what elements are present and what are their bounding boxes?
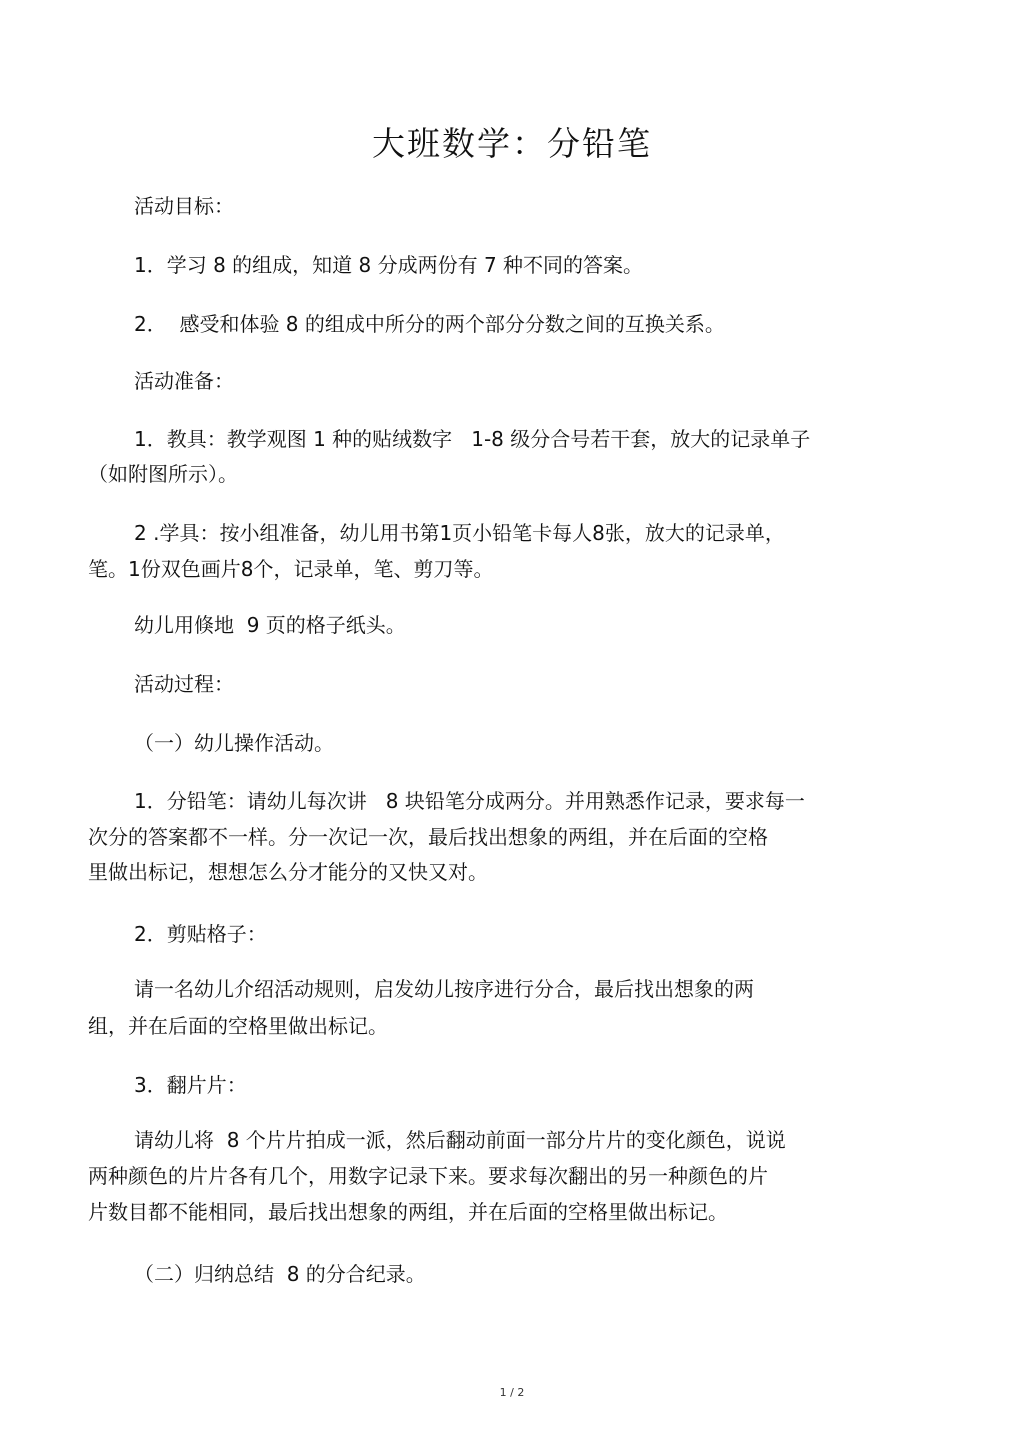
step-2-line-2: 组，并在后面的空格里做出标记。 bbox=[88, 1014, 388, 1038]
page-title: 大班数学：分铅笔 bbox=[372, 124, 652, 163]
step-3-line-2: 两种颜色的片片各有几个，用数字记录下来。要求每次翻出的另一种颜色的片 bbox=[88, 1164, 768, 1188]
preparation-item-2-line-2: 笔。1份双色画片8个，记录单，笔、剪刀等。 bbox=[88, 557, 494, 581]
preparation-item-1-line-1: 1．教具：教学观图 1 种的贴绒数字 1-8 级分合号若干套，放大的记录单子 bbox=[134, 427, 811, 451]
step-3-line-1: 请幼儿将 8 个片片拍成一派，然后翻动前面一部分片片的变化颜色，说说 bbox=[134, 1128, 786, 1152]
preparation-item-1-line-2: （如附图所示）。 bbox=[88, 462, 238, 486]
page-number: 1 / 2 bbox=[499, 1386, 525, 1399]
section-heading-2: （二）归纳总结 8 的分合纪录。 bbox=[134, 1262, 426, 1286]
preparation-item-2-line-1: 2 .学具：按小组准备，幼儿用书第1页小铅笔卡每人8张，放大的记录单， bbox=[134, 521, 785, 545]
step-3-heading: 3．翻片片： bbox=[134, 1073, 247, 1097]
heading-activity-preparation: 活动准备： bbox=[134, 369, 234, 393]
heading-activity-goals: 活动目标： bbox=[134, 194, 234, 218]
goal-item-1: 1．学习 8 的组成，知道 8 分成两份有 7 种不同的答案。 bbox=[134, 253, 644, 277]
step-3-line-3: 片数目都不能相同，最后找出想象的两组，并在后面的空格里做出标记。 bbox=[88, 1200, 728, 1224]
goal-item-2: 2． 感受和体验 8 的组成中所分的两个部分分数之间的互换关系。 bbox=[134, 312, 725, 336]
heading-activity-process: 活动过程： bbox=[134, 672, 234, 696]
step-2-heading: 2．剪贴格子： bbox=[134, 922, 267, 946]
step-2-line-1: 请一名幼儿介绍活动规则，启发幼儿按序进行分合，最后找出想象的两 bbox=[134, 977, 754, 1001]
step-1-line-1: 1．分铅笔：请幼儿每次讲 8 块铅笔分成两分。并用熟悉作记录，要求每一 bbox=[134, 789, 805, 813]
step-1-line-3: 里做出标记，想想怎么分才能分的又快又对。 bbox=[88, 860, 488, 884]
step-1-line-2: 次分的答案都不一样。分一次记一次，最后找出想象的两组，并在后面的空格 bbox=[88, 825, 768, 849]
section-heading-1: （一）幼儿操作活动。 bbox=[134, 731, 334, 755]
preparation-note: 幼儿用倏地 9 页的格子纸头。 bbox=[134, 613, 406, 637]
